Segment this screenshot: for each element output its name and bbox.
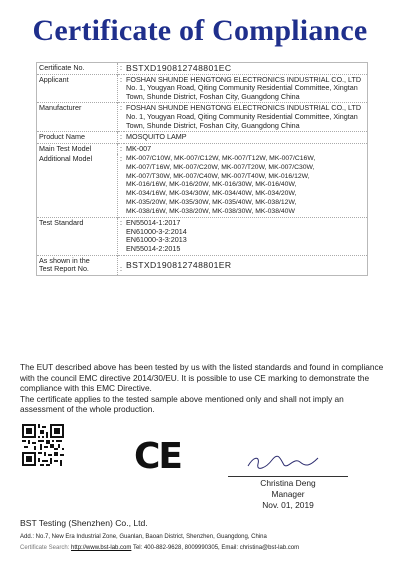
test-report-value: BSTXD190812748801ER xyxy=(124,255,368,275)
model-line: MK-035/20W, MK-035/30W, MK-035/40W, MK-038/12W, xyxy=(126,198,297,206)
footer-company: BST Testing (Shenzhen) Co., Ltd. xyxy=(20,518,148,528)
signature-icon xyxy=(244,452,324,472)
model-line: MK-038/16W, MK-038/20W, MK-038/30W, MK-038/40W xyxy=(126,207,295,215)
certificate-no-label: Certificate No. xyxy=(37,63,118,75)
main-test-model-label: Main Test Model xyxy=(37,143,118,154)
qr-code-icon xyxy=(22,424,64,466)
signer-role: Manager xyxy=(271,489,305,499)
row-manufacturer: Manufacturer : FOSHAN SHUNDE HENGTONG ELECTRONICS INDUSTRIAL CO., LTD No. 1, Yougyan Road, Qiting Community Residential Committee, Xingtan Town, Shunde District, Foshan City, Guangdong China xyxy=(37,103,368,132)
compliance-statement xyxy=(20,362,385,415)
manufacturer-name: FOSHAN SHUNDE HENGTONG ELECTRONICS INDUSTRIAL CO., LTD xyxy=(126,103,362,113)
statement-paragraph: The certificate applies to the tested sample above mentioned only and shall not imply an assessment of the whole production. xyxy=(20,393,344,414)
model-line: MK-007/T16W, MK-007/C20W, MK-007/T20W, MK-007/C30W, xyxy=(126,164,315,172)
additional-model-label: Additional Model xyxy=(37,154,118,217)
website-link[interactable]: http://www.bst-lab.com xyxy=(71,545,132,551)
test-report-label: As shown in the Test Report No. xyxy=(37,255,118,275)
footer-phone: Tel: 400-882-9628, 8009990305, Email: christina@bst-lab.com xyxy=(132,545,300,551)
applicant-label: Applicant xyxy=(37,74,118,103)
manufacturer-label: Manufacturer xyxy=(37,103,118,132)
main-test-model-value: MK-007 xyxy=(124,143,368,154)
product-name-label: Product Name xyxy=(37,132,118,144)
footer-contact xyxy=(20,545,299,552)
signer-date: Nov. 01, 2019 xyxy=(262,500,314,510)
model-line: MK-034/16W, MK-034/30W, MK-034/40W, MK-034/20W, xyxy=(126,190,297,198)
row-certificate-no: Certificate No. : BSTXD190812748801EC xyxy=(37,63,368,75)
certificate-title: Certificate of Compliance xyxy=(32,14,368,47)
ce-mark: CE xyxy=(134,436,182,477)
standard-line: EN61000-3-2:2014 xyxy=(126,226,187,236)
certificate-no-value: BSTXD190812748801EC xyxy=(126,63,232,73)
statement-paragraph: The EUT described above has been tested by us with the listed standards and found in compliance with the council EMC directive 2014/30/EU. It is possible to use CE marking to demonstrate the compliance with this EMC Directive. xyxy=(20,362,384,393)
applicant-address: No. 1, Yougyan Road, Qiting Community Residential Committee, Xingtan Town, Shunde District, Foshan City, Guangdong China xyxy=(126,83,358,101)
footer-address: Add.: No.7, New Era Industrial Zone, Guanlan, Baoan District, Shenzhen, Guangdong, China xyxy=(20,534,267,540)
search-label: Certificate Search: xyxy=(20,545,70,551)
applicant-name: FOSHAN SHUNDE HENGTONG ELECTRONICS INDUSTRIAL CO., LTD xyxy=(126,74,362,84)
manufacturer-address: No. 1, Yougyan Road, Qiting Community Residential Committee, Xingtan Town, Shunde District, Foshan City, Guangdong China xyxy=(126,111,358,130)
standard-line: EN55014-1:2017 xyxy=(126,218,181,228)
signer-block xyxy=(228,476,348,511)
row-test-standard: Test Standard : EN55014-1:2017 EN61000-3-2:2014 EN61000-3-3:2013 EN55014-2:2015 xyxy=(37,218,368,255)
model-line: MK-007/T30W, MK-007/C40W, MK-007/T40W, MK-016/12W, xyxy=(126,172,310,180)
model-line: MK-016/16W, MK-016/20W, MK-016/30W, MK-016/40W, xyxy=(126,181,297,189)
row-main-test-model: Main Test Model : MK-007 xyxy=(37,143,368,154)
signer-name: Christina Deng xyxy=(260,478,316,488)
row-product-name: Product Name : MOSQUITO LAMP xyxy=(37,132,368,144)
row-applicant: Applicant : FOSHAN SHUNDE HENGTONG ELECTRONICS INDUSTRIAL CO., LTD No. 1, Yougyan Road, Qiting Community Residential Committee, Xingtan Town, Shunde District, Foshan City, Guangdong China xyxy=(37,74,368,103)
model-line: MK-007/C10W, MK-007/C12W, MK-007/T12W, MK-007/C16W, xyxy=(126,155,316,163)
row-test-report: As shown in the Test Report No. : BSTXD190812748801ER xyxy=(37,255,368,275)
standard-line: EN61000-3-3:2013 xyxy=(126,235,187,245)
test-standard-list xyxy=(124,218,368,255)
standard-line: EN55014-2:2015 xyxy=(126,244,181,254)
test-standard-label: Test Standard xyxy=(37,218,118,255)
certificate-details-table xyxy=(36,62,368,276)
product-name-value: MOSQUITO LAMP xyxy=(124,132,368,144)
row-additional-model: Additional Model : MK-007/C10W, MK-007/C12W, MK-007/T12W, MK-007/C16W, MK-007/T16W, MK-007/C20W, MK-007/T20W, MK-007/C30W, MK-007/T30W, MK-007/C40W, MK-007/T40W, MK-016/12W, MK-016/16W, MK-016/20W, MK-016/30W, MK-016/40W, MK-034/16W, MK-034/30W, MK-034/40W, MK-034/20W, MK-035/20W, MK-035/30W, MK-035/40W, MK-038/12W, MK-038/16W, MK-038/20W, MK-038/30W, MK-038/40W xyxy=(37,154,368,217)
additional-model-list xyxy=(124,154,368,217)
